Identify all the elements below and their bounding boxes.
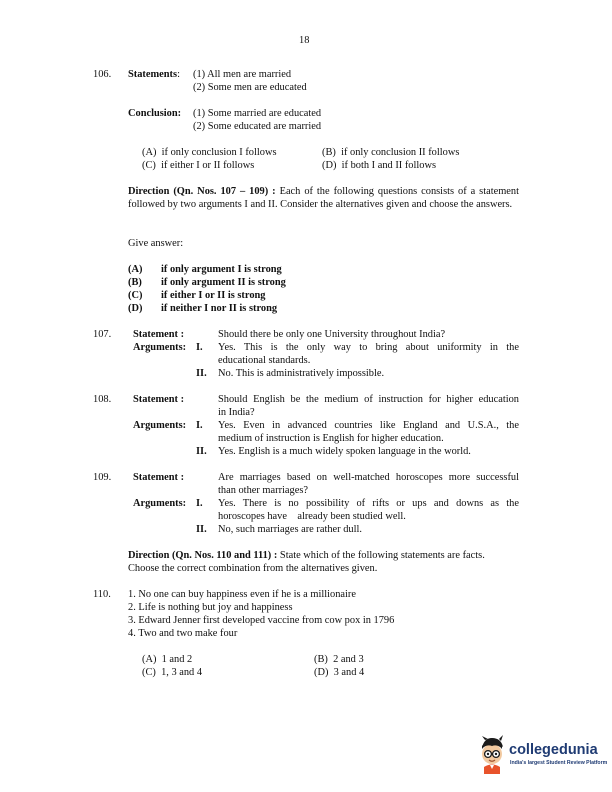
arguments-label: Arguments:	[133, 342, 187, 353]
q106-option-b: (B) if only conclusion II follows	[322, 147, 460, 158]
q109-arg1-line1: Yes. There is no possibility of rifts or ups and downs as the	[218, 498, 519, 509]
statement-1: (1) All men are married	[193, 69, 292, 80]
q110-option-d: (D) 3 and 4	[314, 667, 365, 678]
q107-arg1-line2: educational standards.	[218, 355, 311, 366]
statement-label: Statement :	[133, 472, 185, 483]
arguments-label: Arguments:	[133, 420, 187, 431]
conclusion-1: (1) Some married are educated	[193, 108, 322, 119]
statement-2: (2) Some men are educated	[193, 82, 307, 93]
question-number-108: 108.	[93, 394, 112, 405]
statements-label: Statements:	[128, 69, 180, 80]
answer-text-c: if either I or II is strong	[161, 290, 266, 301]
q108-arg1-line2: medium of instruction is English for higher education.	[218, 433, 444, 444]
q109-statement-line1: Are marriages based on well-matched horoscopes more successful	[218, 472, 519, 483]
statement-label: Statement :	[133, 329, 185, 340]
q109-arg2: No, such marriages are rather dull.	[218, 524, 362, 535]
answer-text-a: if only argument I is strong	[161, 264, 282, 275]
direction-107-109: Direction (Qn. Nos. 107 – 109) : Each of the following questions consists of a statement followed by two arguments I and II. Consider the alternatives given and choose the answers.	[128, 186, 519, 210]
page-number: 18	[299, 35, 310, 46]
q106-option-a: (A) if only conclusion I follows	[142, 147, 277, 158]
q110-option-a: (A) 1 and 2	[142, 654, 193, 665]
argument-ii-label: II.	[196, 446, 207, 457]
direction-110-111-line2: Choose the correct combination from the alternatives given.	[128, 563, 378, 574]
give-answer: Give answer:	[128, 238, 184, 249]
answer-key-a: (A)	[128, 264, 143, 275]
collegedunia-logo	[476, 734, 608, 780]
q110-item-2: 2. Life is nothing but joy and happiness	[128, 602, 293, 613]
question-number-106: 106.	[93, 69, 112, 80]
q110-item-1: 1. No one can buy happiness even if he is a millionaire	[128, 589, 356, 600]
q108-arg1-line1: Yes. Even in advanced countries like England and U.S.A., the	[218, 420, 519, 431]
question-number-110: 110.	[93, 589, 111, 600]
q106-option-d: (D) if both I and II follows	[322, 160, 437, 171]
q110-option-b: (B) 2 and 3	[314, 654, 364, 665]
answer-key-d: (D)	[128, 303, 143, 314]
direction-110-111: Direction (Qn. Nos. 110 and 111) : State which of the following statements are facts.	[128, 550, 485, 561]
conclusion-2: (2) Some educated are married	[193, 121, 322, 132]
argument-i-label: I.	[196, 498, 203, 509]
q110-item-3: 3. Edward Jenner first developed vaccine from cow pox in 1796	[128, 615, 395, 626]
q106-option-c: (C) if either I or II follows	[142, 160, 255, 171]
q110-item-4: 4. Two and two make four	[128, 628, 238, 639]
q107-arg1-line1: Yes. This is the only way to bring about uniformity in the	[218, 342, 519, 353]
q109-arg1-line2: horoscopes have already been studied well.	[218, 511, 406, 522]
conclusion-label: Conclusion:	[128, 108, 182, 119]
q107-arg2: No. This is administratively impossible.	[218, 368, 385, 379]
logo-wordmark: collegedunia	[509, 742, 598, 758]
arguments-label: Arguments:	[133, 498, 187, 509]
argument-ii-label: II.	[196, 524, 207, 535]
q110-option-c: (C) 1, 3 and 4	[142, 667, 203, 678]
student-mascot-icon	[476, 734, 508, 774]
question-number-109: 109.	[93, 472, 112, 483]
argument-i-label: I.	[196, 342, 203, 353]
q108-statement-line2: in India?	[218, 407, 255, 418]
q107-statement: Should there be only one University throughout India?	[218, 329, 446, 340]
argument-i-label: I.	[196, 420, 203, 431]
argument-ii-label: II.	[196, 368, 207, 379]
answer-text-d: if neither I nor II is strong	[161, 303, 278, 314]
q109-statement-line2: than other marriages?	[218, 485, 309, 496]
question-number-107: 107.	[93, 329, 112, 340]
q108-statement-line1: Should English be the medium of instruction for higher education	[218, 394, 519, 405]
answer-key-b: (B)	[128, 277, 142, 288]
statement-label: Statement :	[133, 394, 185, 405]
answer-key-c: (C)	[128, 290, 143, 301]
answer-text-b: if only argument II is strong	[161, 277, 286, 288]
logo-tagline: India's largest Student Review Platform	[510, 760, 608, 766]
q108-arg2: Yes. English is a much widely spoken language in the world.	[218, 446, 471, 457]
